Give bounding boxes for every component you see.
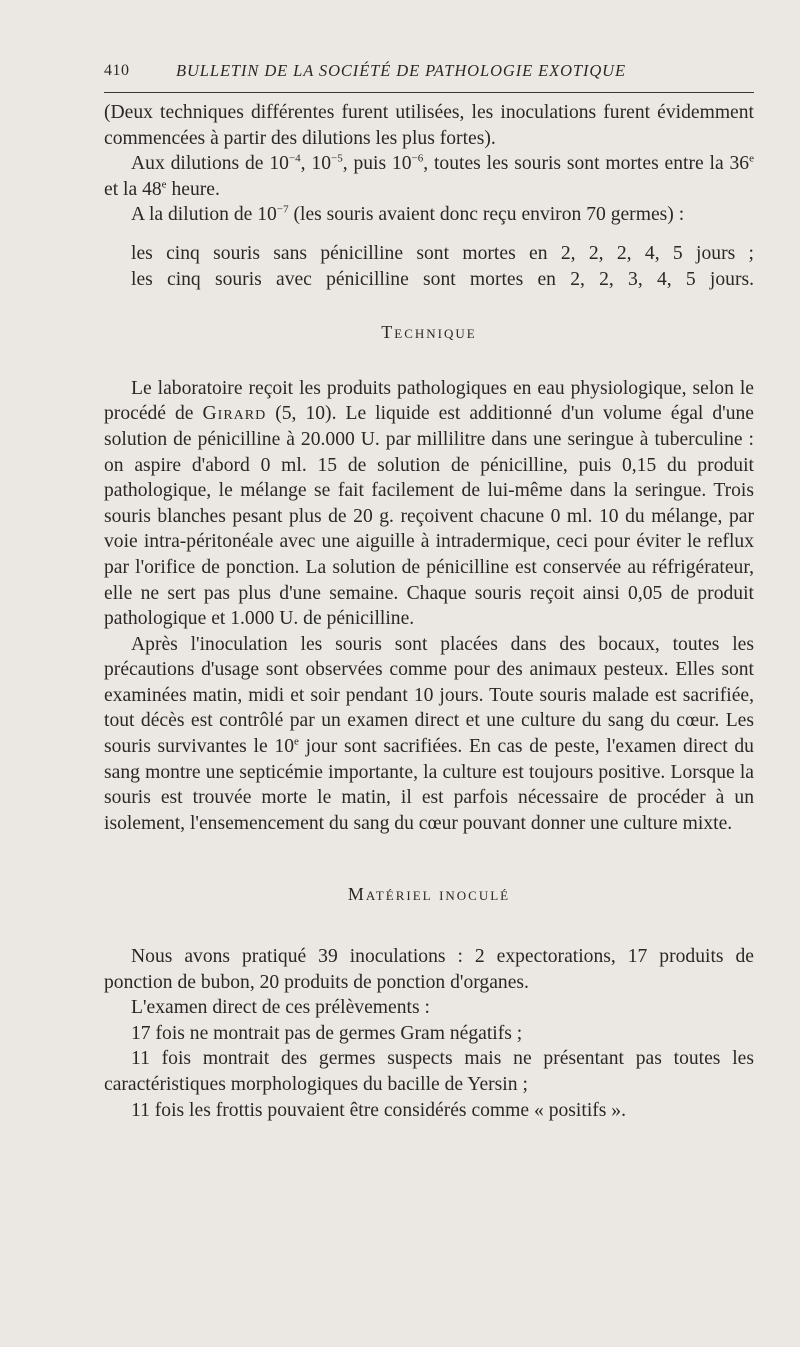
materiel-paragraph-2: L'examen direct de ces prélèvements : [131, 997, 430, 1019]
intro-paragraph-1: (Deux techniques différentes furent utilisées, les inoculations furent évidemment commencées à partir des dilutions les plus fortes). [104, 102, 754, 149]
page-header [104, 60, 754, 100]
technique-paragraph-2: Après l'inoculation les souris sont placées dans des bocaux, toutes les précautions d'usage sont observées comme pour des animaux pesteux. Elles sont examinées matin, midi et soir pendant 10 jours. Toute souris malade est sacrifiée, tout décès est contrôlé par un examen direct et une culture du sang du cœur. Les souris survivantes le 10e jour sont sacrifiées. En cas de peste, l'examen direct du sang montre une septicémie importante, la culture est toujours positive. Lorsque la souris est trouvée morte le matin, il est parfois nécessaire de procéder à un isolement, l'ensemencement du sang du cœur pouvant donner une culture mixte. [104, 633, 754, 834]
intro-paragraph-2: Aux dilutions de $10^{-4}$, $10^{-5}$, puis $10^{-6}$, toutes les souris sont mortes entre la 36e et la 48e heure. [104, 152, 754, 200]
page-number: 410 [104, 62, 130, 79]
result-line-with-penicillin: les cinq souris avec pénicilline sont mortes en 2, 2, 3, 4, 5 jours. [131, 268, 754, 290]
page-body [104, 100, 754, 1123]
section-title-materiel: Matériel inoculé [347, 884, 511, 905]
technique-paragraph-1: Le laboratoire reçoit les produits pathologiques en eau physiologique, selon le procédé de Girard (5, 10). Le liquide est additionné d'un volume égal d'une solution de pénicilline à 20.000 U. par millilitre dans une seringue à tuberculine : on aspire d'abord 0 ml. 15 de solution de pénicilline, puis 0,15 du produit pathologique, le mélange se fait facilement de lui-même dans la seringue. Trois souris blanches pesant plus de 20 g. reçoivent chacune 0 ml. 10 du mélange, par voie intra-péritonéale avec une aiguille à intradermique, ceci pour éviter le reflux par l'orifice de ponction. La solution de pénicilline est conservée au réfrigérateur, elle ne sert pas plus d'une semaine. Chaque souris reçoit ainsi 0,05 de produit pathologique et 1.000 U. de pénicilline. [104, 377, 755, 630]
materiel-paragraph-1: Nous avons pratiqué 39 inoculations : 2 expectorations, 17 produits de ponction de bubon, 20 produits de ponction d'organes. [104, 946, 754, 993]
author-name: Girard [202, 403, 267, 425]
materiel-paragraph-5: 11 fois les frottis pouvaient être considérés comme « positifs ». [131, 1099, 627, 1121]
section-title-technique: Technique [381, 322, 477, 343]
header-rule [104, 92, 754, 93]
intro-paragraph-3: A la dilution de $10^{-7}$ (les souris avaient donc reçu environ 70 germes) : [131, 203, 685, 226]
materiel-paragraph-3: 17 fois ne montrait pas de germes Gram négatifs ; [131, 1022, 523, 1044]
running-title: BULLETIN DE LA SOCIÉTÉ DE PATHOLOGIE EXOTIQUE [176, 61, 626, 80]
materiel-paragraph-4: 11 fois montrait des germes suspects mais ne présentant pas toutes les caractéristiques morphologiques du bacille de Yersin ; [104, 1048, 754, 1095]
result-line-without-penicillin: les cinq souris sans pénicilline sont mortes en 2, 2, 2, 4, 5 jours ; [131, 242, 754, 264]
